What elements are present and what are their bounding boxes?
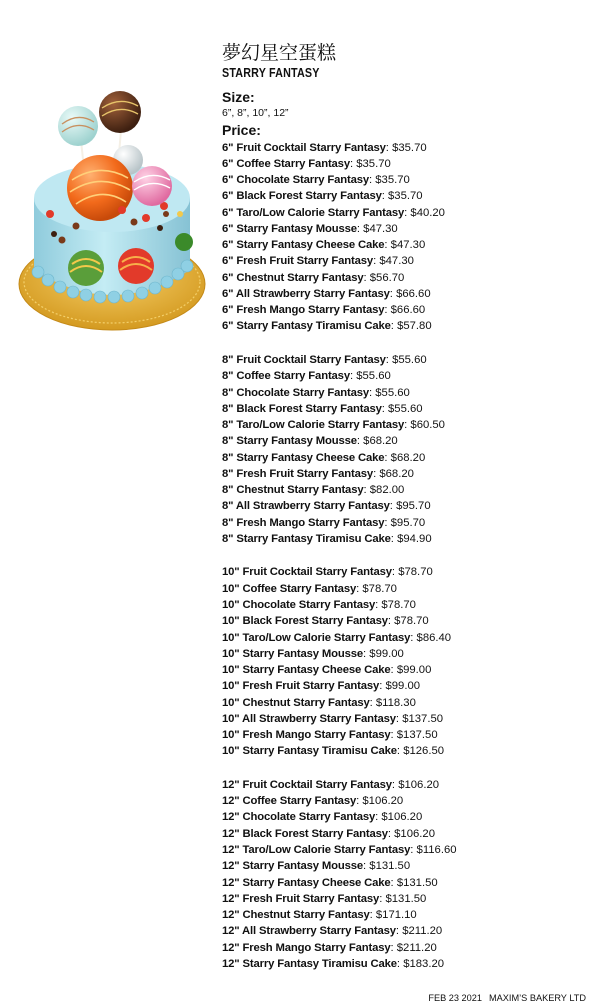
item-price: $68.20: [363, 435, 398, 448]
item-price: $106.20: [381, 811, 423, 824]
price-item: 6" Taro/Low Calorie Starry Fantasy: $40.20: [222, 206, 445, 219]
item-price: $106.20: [398, 778, 440, 791]
price-item: 12" Fruit Cocktail Starry Fantasy: $106.20: [222, 778, 440, 791]
item-price: $68.20: [390, 451, 426, 464]
price-item: 8" Taro/Low Calorie Starry Fantasy: $60.50: [222, 419, 445, 432]
price-item: 12" All Strawberry Starry Fantasy: $211.20: [222, 925, 443, 938]
item-price: $78.70: [381, 599, 416, 611]
price-group: [222, 140, 602, 335]
item-price: $55.60: [392, 353, 427, 366]
price-item: 10" Chocolate Starry Fantasy: $78.70: [222, 599, 416, 611]
item-price: $137.50: [402, 712, 444, 725]
price-item: 6" Coffee Starry Fantasy: $35.70: [222, 157, 391, 170]
item-price: $55.60: [356, 370, 391, 383]
item-name: 6" Coffee Starry Fantasy: [222, 157, 350, 170]
item-name: 12" Taro/Low Calorie Starry Fantasy: [222, 844, 411, 857]
item-price: $106.20: [362, 795, 404, 808]
price-item: 12" Starry Fantasy Cheese Cake: $131.50: [222, 876, 438, 889]
item-price: $40.20: [410, 206, 445, 219]
item-price: $47.30: [379, 255, 414, 268]
price-item: 12" Starry Fantasy Mousse: $131.50: [222, 860, 411, 873]
item-price: $82.00: [369, 484, 405, 497]
price-item: 6" Starry Fantasy Cheese Cake: $47.30: [222, 239, 426, 252]
item-price: $55.60: [388, 402, 423, 415]
price-item: 8" Black Forest Starry Fantasy: $55.60: [222, 402, 423, 415]
price-item: 6" Fresh Mango Starry Fantasy: $66.60: [222, 304, 426, 317]
price-item: 8" Fresh Fruit Starry Fantasy: $68.20: [222, 467, 414, 480]
item-price: $94.90: [397, 532, 432, 545]
item-name: 12" Fresh Mango Starry Fantasy: [222, 941, 391, 954]
item-name: 6" Black Forest Starry Fantasy: [222, 190, 382, 203]
item-name: 6" Starry Fantasy Cheese Cake: [222, 239, 385, 252]
item-price: $211.20: [402, 925, 443, 938]
item-price: $68.20: [379, 467, 414, 480]
item-name: 10" Starry Fantasy Cheese Cake: [222, 664, 391, 677]
item-name: 10" Chocolate Starry Fantasy: [222, 599, 376, 611]
item-price: $137.50: [396, 729, 438, 742]
item-name: 12" Chocolate Starry Fantasy: [222, 811, 376, 824]
item-name: 10" Fresh Fruit Starry Fantasy: [222, 680, 380, 693]
price-item: 6" Chocolate Starry Fantasy: $35.70: [222, 174, 410, 187]
footer-company: MAXIM’S BAKERY LTD: [488, 993, 586, 1003]
item-price: $55.60: [375, 386, 410, 399]
price-item: 6" Black Forest Starry Fantasy: $35.70: [222, 190, 423, 203]
price-heading: Price:: [222, 122, 261, 138]
price-item: 8" Starry Fantasy Tiramisu Cake: $94.90: [222, 532, 432, 545]
price-item: 8" Starry Fantasy Mousse: $68.20: [222, 435, 398, 448]
item-price: $171.10: [375, 909, 417, 922]
item-name: 10" Starry Fantasy Tiramisu Cake: [222, 745, 397, 758]
item-price: $47.30: [390, 239, 426, 252]
item-name: 8" Starry Fantasy Cheese Cake: [222, 451, 385, 464]
price-list: [222, 140, 602, 990]
item-price: $47.30: [363, 222, 398, 235]
item-price: $131.50: [385, 892, 427, 905]
footer-note: [428, 992, 586, 1004]
item-price: $183.20: [403, 957, 445, 970]
item-name: 12" Black Forest Starry Fantasy: [222, 827, 388, 840]
price-item: 8" Chestnut Starry Fantasy: $82.00: [222, 484, 405, 497]
price-item: 12" Coffee Starry Fantasy: $106.20: [222, 795, 404, 808]
item-name: 8" Chestnut Starry Fantasy: [222, 484, 364, 497]
item-name: 8" Coffee Starry Fantasy: [222, 370, 350, 383]
price-item: 10" Starry Fantasy Mousse: $99.00: [222, 647, 404, 660]
price-item: 8" Starry Fantasy Cheese Cake: $68.20: [222, 451, 426, 464]
item-price: $106.20: [394, 827, 435, 840]
item-name: 12" Fruit Cocktail Starry Fantasy: [222, 778, 392, 791]
price-item: 6" Starry Fantasy Tiramisu Cake: $57.80: [222, 320, 432, 333]
item-name: 6" Starry Fantasy Mousse: [222, 222, 357, 235]
item-name: 6" Taro/Low Calorie Starry Fantasy: [222, 206, 405, 219]
item-price: $126.50: [403, 745, 445, 758]
item-name: 8" Starry Fantasy Tiramisu Cake: [222, 532, 391, 545]
item-name: 10" Fresh Mango Starry Fantasy: [222, 729, 391, 742]
item-price: $131.50: [396, 876, 438, 889]
price-item: 10" Black Forest Starry Fantasy: $78.70: [222, 615, 429, 628]
item-price: $35.70: [375, 174, 410, 187]
price-item: 8" Coffee Starry Fantasy: $55.60: [222, 370, 391, 383]
price-item: 12" Taro/Low Calorie Starry Fantasy: $116.60: [222, 844, 457, 857]
price-item: 6" All Strawberry Starry Fantasy: $66.60: [222, 287, 431, 300]
item-name: 6" All Strawberry Starry Fantasy: [222, 287, 390, 300]
item-price: $95.70: [396, 500, 431, 513]
item-price: $66.60: [390, 304, 426, 317]
price-item: 10" Starry Fantasy Tiramisu Cake: $126.50: [222, 745, 445, 758]
item-name: 6" Chestnut Starry Fantasy: [222, 271, 364, 284]
price-item: 10" Chestnut Starry Fantasy: $118.30: [222, 696, 416, 709]
size-values: 6”, 8”, 10”, 12”: [222, 107, 289, 119]
price-item: 6" Fruit Cocktail Starry Fantasy: $35.70: [222, 141, 427, 154]
price-item: 12" Fresh Fruit Starry Fantasy: $131.50: [222, 892, 427, 905]
item-price: $66.60: [396, 287, 431, 300]
footer-date: FEB 23 2021: [428, 993, 482, 1003]
price-item: 12" Chestnut Starry Fantasy: $171.10: [222, 909, 417, 922]
item-name: 12" Coffee Starry Fantasy: [222, 795, 357, 808]
item-name: 8" Fruit Cocktail Starry Fantasy: [222, 353, 386, 366]
price-item: 8" Fresh Mango Starry Fantasy: $95.70: [222, 516, 426, 529]
item-price: $116.60: [416, 844, 457, 857]
item-name: 6" Fruit Cocktail Starry Fantasy: [222, 141, 386, 154]
item-name: 8" Taro/Low Calorie Starry Fantasy: [222, 419, 405, 432]
cake-illustration: [14, 88, 210, 340]
item-price: $131.50: [369, 860, 411, 873]
price-item: 10" Fresh Fruit Starry Fantasy: $99.00: [222, 680, 421, 693]
item-name: 10" All Strawberry Starry Fantasy: [222, 712, 396, 725]
item-price: $35.70: [392, 141, 427, 154]
item-name: 8" Fresh Fruit Starry Fantasy: [222, 467, 374, 480]
price-item: 12" Chocolate Starry Fantasy: $106.20: [222, 811, 423, 824]
item-name: 12" Chestnut Starry Fantasy: [222, 909, 370, 922]
price-item: 8" Fruit Cocktail Starry Fantasy: $55.60: [222, 353, 427, 366]
item-price: $86.40: [416, 631, 452, 644]
item-name: 8" Chocolate Starry Fantasy: [222, 386, 369, 399]
price-item: 8" All Strawberry Starry Fantasy: $95.70: [222, 500, 431, 513]
item-name: 12" Starry Fantasy Mousse: [222, 860, 363, 873]
item-name: 6" Starry Fantasy Tiramisu Cake: [222, 320, 391, 333]
item-price: $118.30: [375, 696, 416, 709]
price-item: 10" Fresh Mango Starry Fantasy: $137.50: [222, 729, 438, 742]
item-price: $95.70: [390, 516, 426, 529]
item-price: $99.00: [385, 680, 421, 693]
price-item: 10" Starry Fantasy Cheese Cake: $99.00: [222, 664, 432, 677]
item-name: 10" Starry Fantasy Mousse: [222, 647, 363, 660]
title-chinese: 夢幻星空蛋糕: [222, 42, 337, 64]
item-name: 8" Starry Fantasy Mousse: [222, 435, 357, 448]
item-name: 10" Black Forest Starry Fantasy: [222, 615, 388, 628]
item-price: $35.70: [356, 157, 391, 170]
item-name: 8" Fresh Mango Starry Fantasy: [222, 516, 385, 529]
price-item: 10" Fruit Cocktail Starry Fantasy: $78.70: [222, 566, 433, 579]
price-group: [222, 352, 602, 547]
item-name: 10" Coffee Starry Fantasy: [222, 582, 357, 595]
price-item: 10" Coffee Starry Fantasy: $78.70: [222, 582, 397, 595]
price-item: 6" Chestnut Starry Fantasy: $56.70: [222, 271, 405, 284]
price-item: 8" Chocolate Starry Fantasy: $55.60: [222, 386, 410, 399]
size-heading: Size:: [222, 89, 255, 105]
price-item: 10" All Strawberry Starry Fantasy: $137.50: [222, 712, 444, 725]
item-price: $78.70: [362, 582, 397, 595]
item-name: 12" All Strawberry Starry Fantasy: [222, 925, 396, 938]
item-price: $211.20: [396, 941, 437, 954]
price-group: [222, 777, 602, 972]
item-name: 8" All Strawberry Starry Fantasy: [222, 500, 390, 513]
item-price: $56.70: [369, 271, 405, 284]
item-price: $78.70: [394, 615, 429, 628]
title-english: STARRY FANTASY: [222, 66, 320, 80]
item-price: $57.80: [397, 320, 432, 333]
price-item: 12" Fresh Mango Starry Fantasy: $211.20: [222, 941, 437, 954]
price-item: 10" Taro/Low Calorie Starry Fantasy: $86.40: [222, 631, 452, 644]
item-name: 10" Fruit Cocktail Starry Fantasy: [222, 566, 392, 579]
item-price: $60.50: [410, 419, 445, 432]
item-price: $99.00: [369, 647, 404, 660]
item-name: 6" Fresh Mango Starry Fantasy: [222, 304, 385, 317]
item-price: $78.70: [398, 566, 433, 579]
item-price: $35.70: [388, 190, 423, 203]
item-name: 12" Fresh Fruit Starry Fantasy: [222, 892, 380, 905]
item-name: 12" Starry Fantasy Tiramisu Cake: [222, 957, 397, 970]
price-item: 12" Black Forest Starry Fantasy: $106.20: [222, 827, 435, 840]
price-item: 12" Starry Fantasy Tiramisu Cake: $183.20: [222, 957, 445, 970]
price-item: 6" Fresh Fruit Starry Fantasy: $47.30: [222, 255, 414, 268]
item-name: 12" Starry Fantasy Cheese Cake: [222, 876, 391, 889]
item-name: 6" Fresh Fruit Starry Fantasy: [222, 255, 374, 268]
price-item: 6" Starry Fantasy Mousse: $47.30: [222, 222, 398, 235]
item-name: 8" Black Forest Starry Fantasy: [222, 402, 382, 415]
price-group: [222, 564, 602, 759]
item-name: 10" Chestnut Starry Fantasy: [222, 696, 370, 709]
item-price: $99.00: [396, 664, 432, 677]
item-name: 6" Chocolate Starry Fantasy: [222, 174, 369, 187]
item-name: 10" Taro/Low Calorie Starry Fantasy: [222, 631, 411, 644]
